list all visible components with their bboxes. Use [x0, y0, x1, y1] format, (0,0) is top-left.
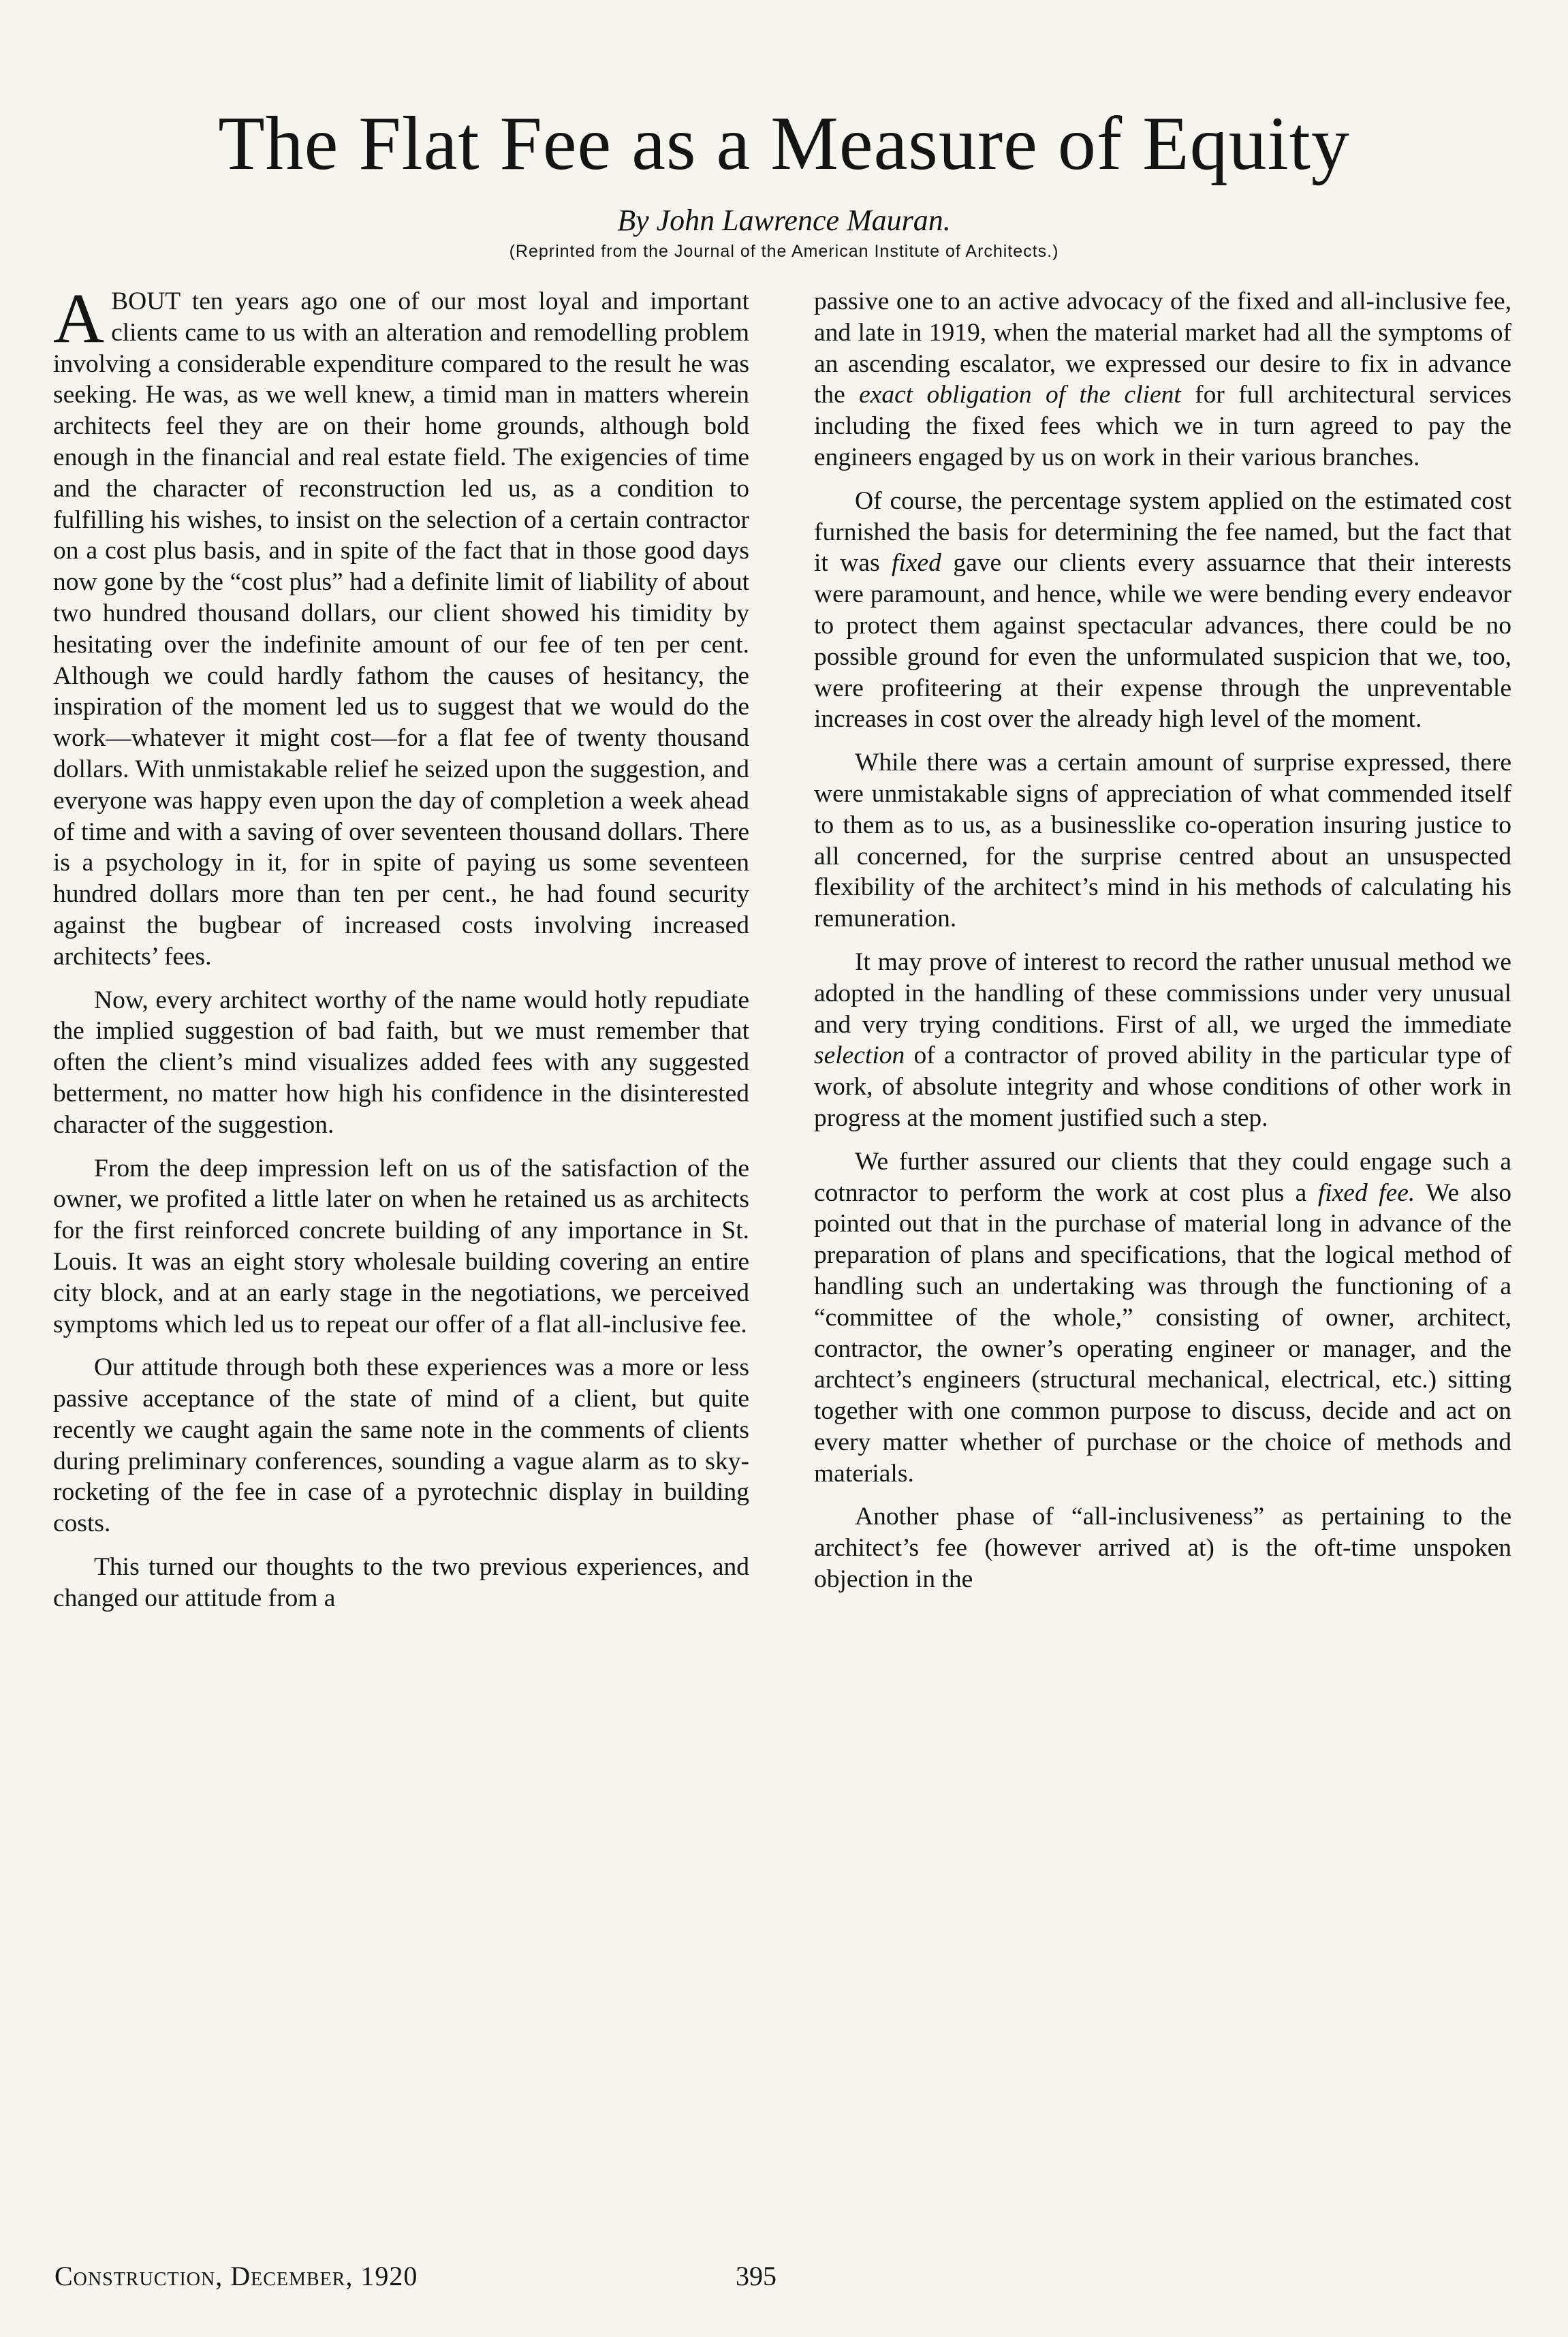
paragraph: Now, every architect worthy of the name would hotly repudiate the implied suggestion of bad faith, but we must remember that often the client’s mind visualizes added fees with any suggested betterment, no matter how high his confidence in the disinterested character of the suggestion. — [53, 986, 749, 1139]
paragraph: Our attitude through both these experiences was a more or less passive acceptance of the state of mind of a client, but quite recently we caught again the same note in the comments of clients during preliminary conferences, sounding a vague alarm as to sky-rocketing of the fee in case of a pyrotechnic display in building costs. — [53, 1353, 749, 1538]
paragraph-text: BOUT ten years ago one of our most loyal and important clients came to us with an alteration and remodelling problem involving a considerable expenditure compared to the result he was seeking. He was, as we well knew, a timid man in matters wherein architects feel they are on their home grounds, although bold enough in the financial and real estate field. The exigencies of time and the character of reconstruction led us, as a condition to fulfilling his wishes, to insist on the selection of a certain contractor on a cost plus basis, and in spite of the fact that in those good days now gone by the “cost plus” had a definite limit of liability of about two hundred thousand dollars, our client showed his timidity by hesitating over the indefinite amount of our fee of ten per cent. Although we could hardly fathom the causes of hesitancy, the inspiration of the moment led us to suggest that we would do the work—whatever it might cost—for a flat fee of twenty thousand dollars. With unmistakable relief he seized upon the suggestion, and everyone was happy even upon the day of completion a week ahead of time and with a saving of over seventeen thousand dollars. There is a psychology in it, for in spite of paying us some seventeen hundred dollars more than ten per cent., he had found security against the bugbear of increased costs involving increased architects’ fees. — [53, 287, 749, 971]
paragraph: This turned our thoughts to the two previous experiences, and changed our attitude from a — [53, 1553, 749, 1612]
byline: By John Lawrence Mauran. — [617, 204, 951, 237]
paragraph-text: It may prove of interest to record the rather unusual method we adopted in the handling of these commissions under very unusual and very trying conditions. First of all, we urged the immediate — [814, 947, 1511, 1039]
paragraph — [814, 1146, 1511, 1490]
paragraph: Another phase of “all-inclusiveness” as pertaining to the architect’s fee (however arrived at) is the oft-time unspoken objection in the — [814, 1503, 1511, 1594]
page-number: 395 — [736, 2261, 777, 2291]
paragraph — [814, 947, 1511, 1134]
emphasis: selection — [814, 1041, 905, 1070]
paragraph-text: We further assured our clients that they could engage such a cotnractor to perform the work at cost plus a — [814, 1147, 1511, 1207]
paragraph-text: We also pointed out that in the purchase of material long in advance of the preparation of plans and specifications, that the logical method of handling such an undertaking was through the functioning of a “committee of the whole,” consisting of owner, architect, contractor, the owner’s operating engineer or manager, and the archtect’s engineers (structural mechanical, electrical, etc.) sitting together with one common purpose to discuss, decide and act on every matter whether of purchase or the choice of methods and materials. — [814, 1178, 1511, 1488]
article-title: The Flat Fee as a Measure of Equity — [218, 101, 1350, 186]
paragraph: From the deep impression left on us of the satisfaction of the owner, we profited a little later on when he retained us as architects for the first reinforced concrete building of any importance in St. Louis. It was an eight story wholesale building covering an entire city block, and at an early stage in the negotiations, we perceived symptoms which led us to repeat our offer of a flat all-inclusive fee. — [53, 1154, 749, 1338]
paragraph-text: for full architectural services including the fixed fees which we in turn agreed to pay the engineers engaged by us on work in their various branches. — [814, 381, 1511, 471]
paragraph-text: gave our clients every assuarnce that their interests were paramount, and hence, while we were bending every endeavor to protect them against spectacular advances, there could be no possible ground for even the unformulated suspicion that we, too, were profiteering at their expense through the unpreventable increases in cost over the already high level of the moment. — [814, 549, 1511, 734]
right-column — [814, 286, 1511, 2248]
reprint-note: (Reprinted from the Journal of the American Institute of Architects.) — [509, 242, 1059, 261]
paragraph-text: passive one to an active advocacy of the fixed and all-inclusive fee, and late in 1919, when the material market had all the symptoms of an ascending escalator, we expressed our desire to fix in advance the — [814, 287, 1511, 409]
paragraph — [814, 286, 1511, 473]
emphasis: exact obligation of the client — [859, 381, 1181, 409]
left-column — [53, 286, 749, 2248]
footer-source: Construction, December, 1920 — [54, 2261, 418, 2291]
paragraph-text: of a contractor of proved ability in the particular type of work, of absolute integrity and whose conditions of other work in progress at the moment justified such a step. — [814, 1041, 1511, 1132]
emphasis: fixed fee. — [1317, 1178, 1415, 1207]
paragraph — [53, 286, 749, 973]
drop-cap: A — [53, 286, 105, 358]
paragraph — [814, 486, 1511, 735]
paragraph: While there was a certain amount of surprise expressed, there were unmistakable signs of appreciation of what commended itself to them as to us, as a businesslike co-operation insuring justice to all concerned, for the surprise centred about an unsuspected flexibility of the architect’s mind in his methods of calculating his remuneration. — [814, 749, 1511, 933]
paragraph-text: Of course, the percentage system applied on the estimated cost furnished the basis for determining the fee named, but the fact that it was — [814, 486, 1511, 578]
emphasis: fixed — [892, 549, 941, 578]
